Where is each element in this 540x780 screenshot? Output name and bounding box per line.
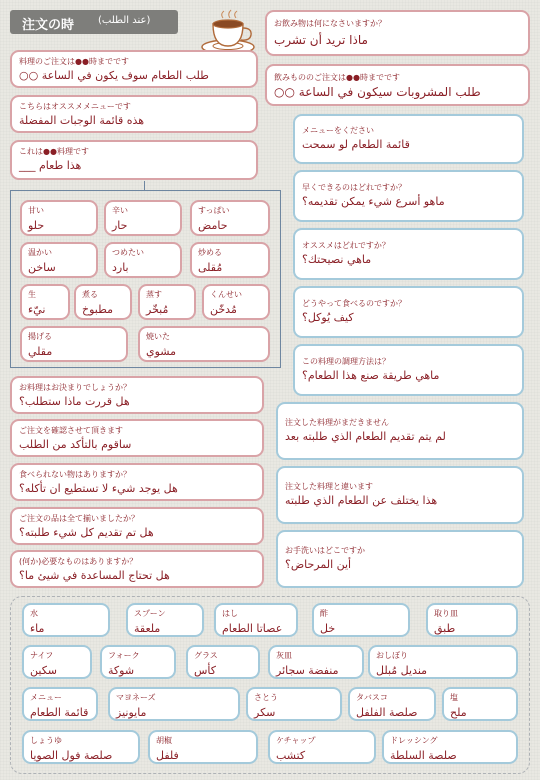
taste-ar: بارد — [112, 261, 129, 274]
taste-ar: ساخن — [28, 261, 56, 274]
item-ar: صلصة السلطة — [390, 749, 457, 762]
item-jp: ナイフ — [30, 651, 54, 660]
item-card — [382, 730, 518, 764]
item-ar: صلصة الفلفل — [356, 706, 418, 719]
item-jp: マヨネーズ — [116, 693, 156, 702]
item-jp: 取り皿 — [434, 609, 458, 618]
taste-item — [74, 284, 132, 320]
item-ar: منفضة سجائر — [276, 664, 339, 677]
card-ready-to-order — [10, 376, 264, 414]
taste-item — [20, 326, 128, 362]
taste-item — [20, 200, 98, 236]
card-ar: هل تحتاج المساعدة في شيئ ما؟ — [19, 569, 170, 582]
card-jp: こちらはオススメメニューです — [19, 102, 131, 111]
card-ar: ساقوم بالتأكد من الطلب — [19, 438, 132, 451]
item-ar: منديل مُبلل — [376, 664, 428, 677]
taste-item — [138, 326, 270, 362]
taste-item — [20, 284, 70, 320]
coffee-cup-icon — [198, 6, 258, 56]
item-jp: フォーク — [108, 651, 140, 660]
card-ar: طلب الطعام سوف يكون في الساعة ○○ — [19, 69, 209, 82]
item-card — [268, 645, 364, 679]
taste-ar: مُدخّن — [210, 303, 237, 316]
card-different-dish — [276, 466, 524, 524]
item-jp: 塩 — [450, 693, 458, 702]
taste-ar: نيّء — [28, 303, 46, 316]
card-jp: この料理の調理方法は？ — [302, 357, 390, 366]
item-ar: ملح — [450, 706, 467, 719]
card-drink-order-time — [265, 64, 530, 106]
card-ar: طلب المشروبات سيكون في الساعة ○○ — [274, 85, 481, 99]
item-jp: メニュー — [30, 693, 62, 702]
taste-item — [190, 242, 270, 278]
card-jp: メニューをください — [302, 126, 374, 135]
item-jp: 酢 — [320, 609, 328, 618]
item-card — [442, 687, 518, 721]
card-jp: ご注文を確認させて頂きます — [19, 426, 123, 435]
item-jp: ドレッシング — [390, 736, 438, 745]
taste-jp: 炒める — [198, 248, 222, 257]
card-drink-what — [265, 10, 530, 56]
page-title — [10, 10, 178, 34]
item-ar: طبق — [434, 622, 456, 635]
card-fastest-dish — [293, 170, 524, 222]
taste-item — [202, 284, 270, 320]
item-ar: مايونيز — [116, 706, 147, 719]
item-ar: قائمة الطعام — [30, 706, 89, 719]
item-ar: سكين — [30, 664, 57, 677]
card-jp: 飲みもののご注文は●●時までです — [274, 73, 400, 82]
card-ar: أين المرحاض؟ — [285, 558, 352, 571]
taste-ar: حامض — [198, 219, 228, 232]
item-jp: スプーン — [134, 609, 166, 618]
item-card — [148, 730, 258, 764]
item-ar: عصاتا الطعام — [222, 622, 283, 635]
item-card — [246, 687, 342, 721]
title-arabic: (عند الطلب) — [98, 15, 151, 26]
item-ar: ماء — [30, 622, 45, 635]
item-jp: 水 — [30, 609, 38, 618]
taste-ar: حلو — [28, 219, 45, 232]
card-this-is-dish — [10, 140, 258, 180]
taste-jp: 甘い — [28, 206, 44, 215]
item-jp: おしぼり — [376, 651, 408, 660]
taste-jp: 生 — [28, 290, 36, 299]
card-jp: 食べられない物はありますか？ — [19, 470, 131, 479]
item-ar: سكر — [254, 706, 276, 719]
card-ar: هذه قائمة الوجبات المفضلة — [19, 114, 145, 127]
item-card — [348, 687, 436, 721]
card-jp: 注文した料理がまだきません — [285, 418, 389, 427]
item-jp: さとう — [254, 693, 278, 702]
card-ar: ماهو أسرع شيء يمكن تقديمه؟ — [302, 195, 445, 208]
item-jp: ケチャップ — [276, 736, 316, 745]
card-ar: ماهي طريقة صنع هذا الطعام؟ — [302, 369, 440, 382]
item-ar: كتشب — [276, 749, 306, 762]
taste-item — [138, 284, 196, 320]
card-cooking-method — [293, 344, 524, 396]
card-menu-please — [293, 114, 524, 164]
taste-jp: すっぱい — [198, 206, 230, 215]
item-jp: タバスコ — [356, 693, 388, 702]
taste-ar: مُبخّر — [146, 303, 169, 316]
card-ar: هل قررت ماذا ستطلب؟ — [19, 395, 130, 408]
item-card — [108, 687, 240, 721]
card-ar: كيف يُوكل؟ — [302, 311, 354, 324]
item-jp: はし — [222, 609, 238, 618]
taste-ar: مقلي — [28, 345, 53, 358]
item-card — [368, 645, 518, 679]
card-ar: هل يوجد شيء لا تستطيع ان تأكله؟ — [19, 482, 178, 495]
item-card — [22, 687, 98, 721]
title-japanese: 注文の時 — [22, 18, 75, 33]
card-not-arrived — [276, 402, 524, 460]
card-recommended-menu — [10, 95, 258, 133]
card-jp: (何か)必要なものはありますか？ — [19, 557, 138, 566]
card-restroom — [276, 530, 524, 588]
taste-jp: くんせい — [210, 290, 242, 299]
item-card — [186, 645, 260, 679]
item-card — [22, 603, 110, 637]
card-ar: ماذا تريد أن تشرب — [274, 33, 368, 47]
taste-ar: حار — [112, 219, 128, 232]
card-recommendation — [293, 228, 524, 280]
card-food-order-time — [10, 50, 258, 88]
item-card — [426, 603, 518, 637]
card-jp: 早くできるのはどれですか？ — [302, 183, 406, 192]
card-ar: قائمة الطعام لو سمحت — [302, 138, 410, 151]
item-card — [100, 645, 176, 679]
card-jp: 料理のご注文は●●時までです — [19, 57, 129, 66]
item-jp: 胡椒 — [156, 736, 172, 745]
item-jp: 灰皿 — [276, 651, 292, 660]
card-jp: どうやって食べるのですか？ — [302, 299, 406, 308]
item-card — [268, 730, 376, 764]
taste-item — [104, 242, 182, 278]
card-jp: お飲み物は何になさいますか？ — [274, 19, 386, 28]
card-jp: これは●●料理です — [19, 147, 89, 156]
card-jp: ご注文の品は全て揃いましたか？ — [19, 514, 139, 523]
card-ar: لم يتم تقديم الطعام الذي طلبته بعد — [285, 430, 446, 443]
item-ar: كأس — [194, 664, 217, 677]
taste-jp: 温かい — [28, 248, 52, 257]
card-jp: お料理はお決まりでしょうか？ — [19, 383, 131, 392]
taste-item — [190, 200, 270, 236]
taste-jp: 辛い — [112, 206, 128, 215]
card-ar: هل تم تقديم كل شيء طلبته؟ — [19, 526, 154, 539]
card-jp: 注文した料理と違います — [285, 482, 373, 491]
card-confirm-order — [10, 419, 264, 457]
taste-jp: つめたい — [112, 248, 144, 257]
taste-jp: 揚げる — [28, 332, 52, 341]
taste-ar: مُقلى — [198, 261, 223, 274]
item-ar: ملعقة — [134, 622, 161, 635]
taste-item — [20, 242, 98, 278]
item-card — [22, 645, 92, 679]
item-card — [312, 603, 410, 637]
card-cannot-eat — [10, 463, 264, 501]
taste-ar: مشوي — [146, 345, 176, 358]
item-card — [214, 603, 298, 637]
card-jp: オススメはどれですか？ — [302, 241, 390, 250]
item-ar: خل — [320, 622, 336, 635]
taste-ar: مطبوخ — [82, 303, 114, 316]
card-ar: ماهي نصيحتك؟ — [302, 253, 372, 266]
item-jp: しょうゆ — [30, 736, 62, 745]
taste-jp: 焼いた — [146, 332, 170, 341]
item-card — [126, 603, 204, 637]
card-how-to-eat — [293, 286, 524, 338]
item-ar: شوكة — [108, 664, 135, 677]
item-ar: صلصة فول الصويا — [30, 749, 113, 762]
item-jp: グラス — [194, 651, 218, 660]
card-ar: هذا طعام ___ — [19, 159, 82, 172]
card-need-anything — [10, 550, 264, 588]
taste-item — [104, 200, 182, 236]
card-ar: هذا يختلف عن الطعام الذي طلبته — [285, 494, 438, 507]
item-ar: فلفل — [156, 749, 179, 762]
taste-jp: 蒸す — [146, 290, 162, 299]
card-all-served — [10, 507, 264, 545]
item-card — [22, 730, 140, 764]
card-jp: お手洗いはどこですか — [285, 546, 365, 555]
taste-jp: 煮る — [82, 290, 98, 299]
